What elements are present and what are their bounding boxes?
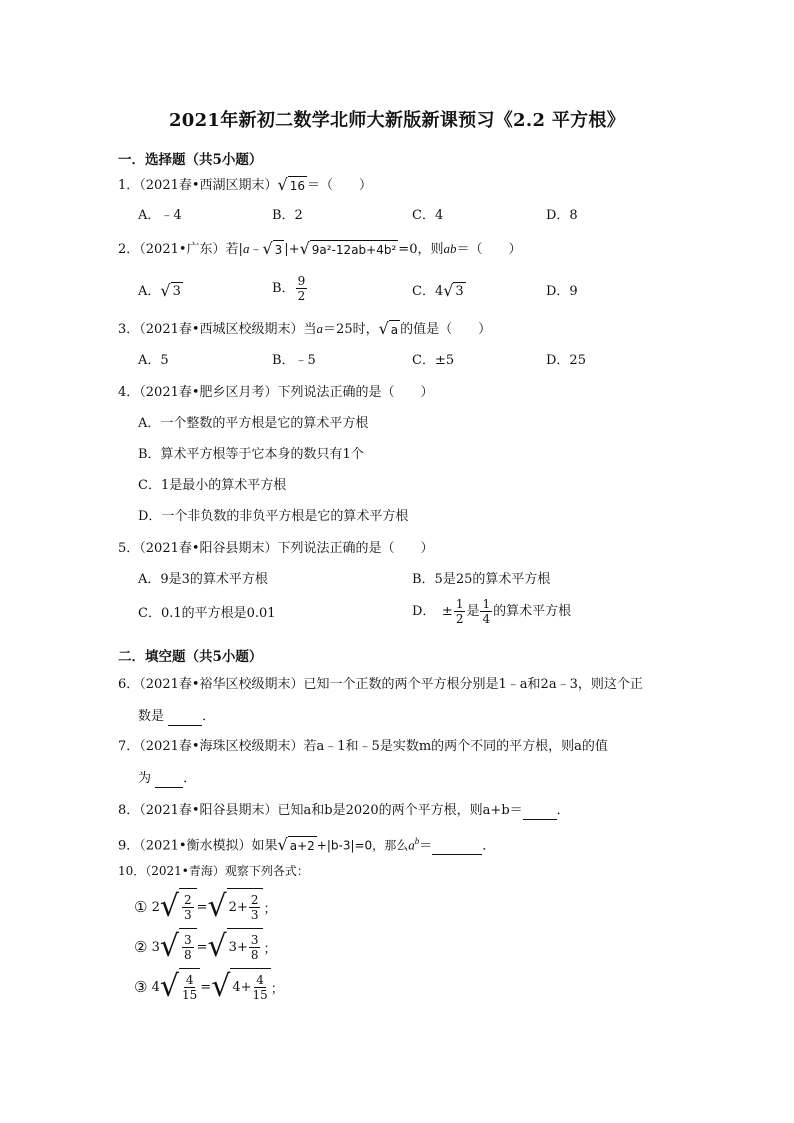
equation-3: ③ 4 √ $\frac{4}{15}$ = √ 4+ $\frac{4}{15}$ ； — [134, 969, 284, 1004]
answer-blank[interactable] — [168, 707, 202, 726]
q4-option-c: C．1是最小的算术平方根 — [138, 478, 287, 493]
q2-option-c: C．4 √ 3 — [412, 281, 464, 300]
q2-option-a: A． √ 3 — [138, 281, 181, 300]
q1-option-d: D．8 — [546, 208, 578, 223]
equation-2: ② 3 √ $\frac{3}{8}$ = √ 3+ $\frac{3}{8}$ ； — [134, 929, 277, 964]
q3-option-c: C．±5 — [412, 353, 455, 368]
q1-option-c: C．4 — [412, 208, 444, 223]
question-3: 3．（2021春•西城区校级期末）当a＝25时， √ a 的值是（ ） — [118, 319, 492, 338]
answer-blank[interactable] — [523, 801, 557, 820]
question-10: 10．（2021•青海）观察下列各式： — [118, 864, 309, 878]
equation-1: ① 2 √ $\frac{2}{3}$ = √ 2+ $\frac{2}{3}$ ； — [134, 889, 277, 924]
q4-option-d: D．一个非负数的非负平方根是它的算术平方根 — [138, 509, 409, 524]
question-5: 5．（2021春•阳谷县期末）下列说法正确的是（ ） — [118, 541, 434, 556]
section-heading-fill: 二．填空题（共5小题） — [118, 649, 263, 665]
q3-option-b: B．﹣5 — [272, 353, 316, 368]
question-7-continued: 为 ． — [138, 771, 197, 786]
section-heading-choice: 一．选择题（共5小题） — [118, 152, 263, 168]
question-9: 9．（2021•衡水模拟）如果 √ a+2 +|b-3|=0，那么$a^b=$ ． — [118, 835, 496, 855]
question-1: 1．（2021春•西湖区期末） √ 16 ＝（ ） — [118, 175, 373, 194]
q5-option-d: D． ± $\frac{1}{2}$ 是 $\frac{1}{4}$ 的算术平方根 — [412, 597, 572, 626]
question-2: 2．（2021•广东）若|a﹣ √ 3 |+ √ 9a²-12ab+4b² =0，则ab＝（ ） — [118, 239, 522, 258]
q5-option-b: B．5是25的算术平方根 — [412, 572, 551, 587]
answer-blank[interactable] — [155, 769, 183, 788]
question-8: 8．（2021春•阳谷县期末）已知a和b是2020的两个平方根，则a+b＝ ． — [118, 803, 570, 818]
q4-option-b: B．算术平方根等于它本身的数只有1个 — [138, 447, 364, 462]
q3-option-a: A．5 — [138, 353, 169, 368]
q4-option-a: A．一个整数的平方根是它的算术平方根 — [138, 416, 369, 431]
q2-option-b: B． $\frac{9}{2}$ — [272, 274, 306, 303]
q5-option-a: A．9是3的算术平方根 — [138, 572, 268, 587]
question-4: 4．（2021春•肥乡区月考）下列说法正确的是（ ） — [118, 385, 434, 400]
q2-option-d: D．9 — [546, 284, 578, 299]
sqrt-symbol: √ 9a²-12ab+4b² — [299, 239, 397, 258]
sqrt-symbol: √ 16 — [277, 175, 306, 194]
q5-option-c: C．0.1的平方根是0.01 — [138, 606, 276, 621]
q3-option-d: D．25 — [546, 353, 586, 368]
question-6-continued: 数是 ． — [138, 709, 216, 724]
page-title: 2021年新初二数学北师大新版新课预习《2.2 平方根》 — [168, 110, 626, 131]
question-6: 6．（2021春•裕华区校级期末）已知一个正数的两个平方根分别是1﹣a和2a﹣3，则这个正 — [118, 677, 643, 692]
q1-option-b: B．2 — [272, 208, 303, 223]
answer-blank[interactable] — [432, 836, 482, 855]
question-7: 7．（2021春•海珠区校级期末）若a﹣1和﹣5是实数m的两个不同的平方根，则a的值 — [118, 739, 608, 754]
q1-option-a: A．﹣4 — [138, 208, 182, 223]
